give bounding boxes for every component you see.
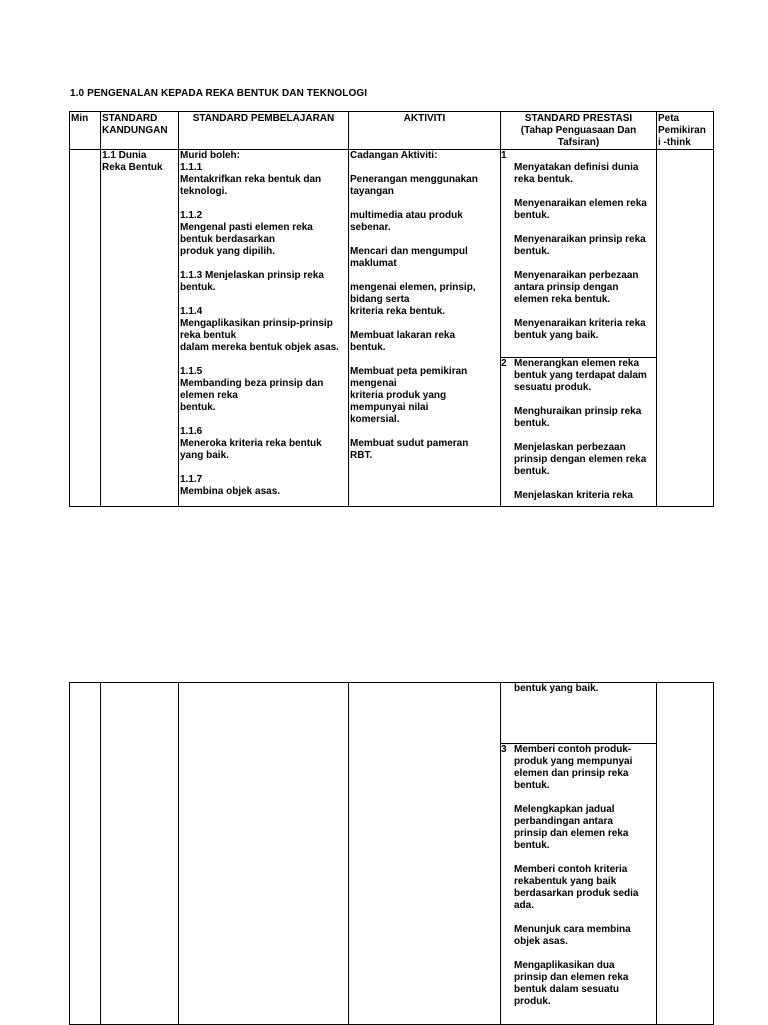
- text-line: [350, 318, 499, 330]
- text-line: [514, 394, 656, 406]
- text-line: Mentakrifkan reka bentuk dan: [180, 174, 322, 185]
- text-line: Membuat peta pemikiran: [350, 366, 468, 377]
- cell-min: [70, 150, 101, 507]
- curriculum-table-part-1: [69, 111, 714, 507]
- text-line: Menerangkan elemen reka: [514, 358, 640, 369]
- text-line: [514, 258, 656, 270]
- text-line: multimedia atau produk: [350, 210, 463, 221]
- header-standard-kandungan: STANDARD KANDUNGAN: [101, 112, 179, 150]
- text-line: komersial.: [350, 414, 400, 425]
- text-line: [350, 162, 499, 174]
- text-line: bentuk.: [514, 246, 550, 257]
- text-line: bidang serta: [350, 294, 410, 305]
- cell-aktiviti: [349, 150, 501, 507]
- text-line: mengenai elemen, prinsip,: [350, 282, 476, 293]
- prestasi-level-block: [501, 358, 657, 502]
- prestasi-level-text: [514, 683, 656, 743]
- text-line: bentuk yang terdapat dalam: [514, 370, 647, 381]
- text-line: Memberi contoh produk-: [514, 744, 632, 755]
- cell-aktiviti-cont: [349, 683, 501, 1025]
- text-line: RBT.: [350, 450, 373, 461]
- text-line: kriteria reka bentuk.: [350, 306, 446, 317]
- prestasi-level-number: [501, 683, 514, 743]
- prestasi-level-text: [514, 358, 656, 502]
- text-line: dalam mereka bentuk objek asas.: [180, 342, 339, 353]
- text-line: [514, 792, 656, 804]
- text-line: bentuk.: [514, 466, 550, 477]
- text-line: bentuk dalam sesuatu: [514, 984, 620, 995]
- text-line: Menyenaraikan elemen reka: [514, 198, 647, 209]
- text-line: elemen reka: [180, 390, 238, 401]
- text-line: kriteria produk yang: [350, 390, 447, 401]
- text-line: Menyatakan definisi dunia: [514, 162, 639, 173]
- text-line: Penerangan menggunakan: [350, 174, 478, 185]
- text-line: Menyenaraikan kriteria reka: [514, 318, 646, 329]
- text-line: bentuk yang baik.: [514, 683, 599, 694]
- text-line: [350, 270, 499, 282]
- prestasi-level-number: 3: [501, 744, 507, 755]
- text-line: [180, 258, 347, 270]
- cell-prestasi-cont: [501, 683, 657, 1025]
- text-line: Memberi contoh kriteria: [514, 864, 628, 875]
- text-line: [514, 430, 656, 442]
- text-line: 1.1.5: [180, 366, 203, 377]
- text-line: 1.1.2: [180, 210, 203, 221]
- text-line: Membanding beza prinsip dan: [180, 378, 324, 389]
- cell-pembelajaran-cont: [179, 683, 349, 1025]
- text-line: Membuat lakaran reka: [350, 330, 456, 341]
- text-line: 1.1.6: [180, 426, 203, 437]
- text-line: [180, 294, 347, 306]
- header-min: Min: [70, 112, 101, 150]
- text-line: [514, 150, 656, 162]
- text-line: Menyenaraikan perbezaan: [514, 270, 639, 281]
- text-line: objek asas.: [514, 936, 568, 947]
- text-line: [350, 198, 499, 210]
- text-line: produk yang dipilih.: [180, 246, 275, 257]
- text-line: [180, 414, 347, 426]
- text-line: bentuk.: [514, 840, 550, 851]
- text-line: 1.1.7: [180, 474, 203, 485]
- cell-min-cont: [70, 683, 101, 1025]
- text-line: 1.1.1: [180, 162, 203, 173]
- text-line: prinsip dengan elemen reka: [514, 454, 647, 465]
- text-line: Mengaplikasikan prinsip-prinsip: [180, 318, 333, 329]
- text-line: Murid boleh:: [180, 150, 240, 161]
- text-line: Membina objek asas.: [180, 486, 281, 497]
- text-line: antara prinsip dengan: [514, 282, 619, 293]
- curriculum-table-part-2: [69, 682, 714, 1025]
- text-line: prinsip dan elemen reka: [514, 828, 629, 839]
- text-line: elemen dan prinsip reka: [514, 768, 629, 779]
- text-line: [180, 462, 347, 474]
- prestasi-level-number: 1: [501, 150, 507, 161]
- text-line: bentuk.: [180, 282, 216, 293]
- text-line: rekabentuk yang baik: [514, 876, 617, 887]
- text-line: Menyenaraikan prinsip reka: [514, 234, 646, 245]
- text-line: Melengkapkan jadual: [514, 804, 615, 815]
- prestasi-level-block: [501, 683, 657, 744]
- text-line: [180, 198, 347, 210]
- text-line: [514, 186, 656, 198]
- text-line: [514, 306, 656, 318]
- prestasi-level-block: [501, 744, 657, 1008]
- text-line: [514, 478, 656, 490]
- text-line: Mengenal pasti elemen reka: [180, 222, 313, 233]
- text-line: Mencari dan mengumpul: [350, 246, 468, 257]
- text-line: reka bentuk: [180, 330, 237, 341]
- text-line: produk yang mempunyai: [514, 756, 633, 767]
- header-aktiviti: AKTIVITI: [349, 112, 501, 150]
- text-line: [180, 354, 347, 366]
- text-line: 1.1.3 Menjelaskan prinsip reka: [180, 270, 324, 281]
- cell-kandungan-cont: [101, 683, 179, 1025]
- cell-peta-cont: [657, 683, 714, 1025]
- text-line: 1.1.4: [180, 306, 203, 317]
- text-line: Menjelaskan kriteria reka: [514, 490, 633, 501]
- text-line: bentuk yang baik.: [514, 330, 599, 341]
- text-line: bentuk.: [514, 780, 550, 791]
- page-title: 1.0 PENGENALAN KEPADA REKA BENTUK DAN TEKNOLOGI: [70, 88, 368, 99]
- text-line: produk.: [514, 996, 551, 1007]
- text-line: Menjelaskan perbezaan: [514, 442, 626, 453]
- text-line: [350, 426, 499, 438]
- text-line: Menghuraikan prinsip reka: [514, 406, 642, 417]
- text-line: Mengaplikasikan dua: [514, 960, 615, 971]
- text-line: maklumat: [350, 258, 397, 269]
- prestasi-level-block: [501, 150, 657, 358]
- cell-pembelajaran: [179, 150, 349, 507]
- text-line: berdasarkan produk sedia: [514, 888, 639, 899]
- text-line: tayangan: [350, 186, 394, 197]
- text-line: sesuatu produk.: [514, 382, 592, 393]
- text-line: [514, 948, 656, 960]
- prestasi-level-text: [514, 150, 656, 357]
- text-line: bentuk.: [514, 418, 550, 429]
- header-standard-prestasi: STANDARD PRESTASI (Tahap Penguasaan Dan Tafsiran): [501, 112, 657, 150]
- text-line: bentuk berdasarkan: [180, 234, 276, 245]
- text-line: bentuk.: [180, 402, 216, 413]
- text-line: perbandingan antara: [514, 816, 613, 827]
- text-line: teknologi.: [180, 186, 228, 197]
- text-line: ada.: [514, 900, 535, 911]
- cell-kandungan: 1.1 Dunia Reka Bentuk: [101, 150, 179, 507]
- text-line: Meneroka kriteria reka bentuk: [180, 438, 322, 449]
- text-line: [514, 852, 656, 864]
- text-line: [514, 222, 656, 234]
- text-line: yang baik.: [180, 450, 229, 461]
- text-line: bentuk.: [514, 210, 550, 221]
- text-line: Menunjuk cara membina: [514, 924, 631, 935]
- text-line: mempunyai nilai: [350, 402, 429, 413]
- text-line: sebenar.: [350, 222, 391, 233]
- text-line: mengenai: [350, 378, 397, 389]
- prestasi-level-text: [514, 744, 656, 1008]
- text-line: [514, 912, 656, 924]
- text-line: Membuat sudut pameran: [350, 438, 469, 449]
- text-line: [350, 354, 499, 366]
- text-line: bentuk.: [350, 342, 386, 353]
- cell-peta: [657, 150, 714, 507]
- text-line: [350, 234, 499, 246]
- cell-prestasi: [501, 150, 657, 507]
- text-line: elemen reka bentuk.: [514, 294, 611, 305]
- prestasi-level-number: 2: [501, 358, 507, 369]
- text-line: prinsip dan elemen reka: [514, 972, 629, 983]
- text-line: Cadangan Aktiviti:: [350, 150, 438, 161]
- text-line: reka bentuk.: [514, 174, 573, 185]
- header-peta-pemikiran: Peta Pemikiran i -think: [657, 112, 714, 150]
- header-standard-pembelajaran: STANDARD PEMBELAJARAN: [179, 112, 349, 150]
